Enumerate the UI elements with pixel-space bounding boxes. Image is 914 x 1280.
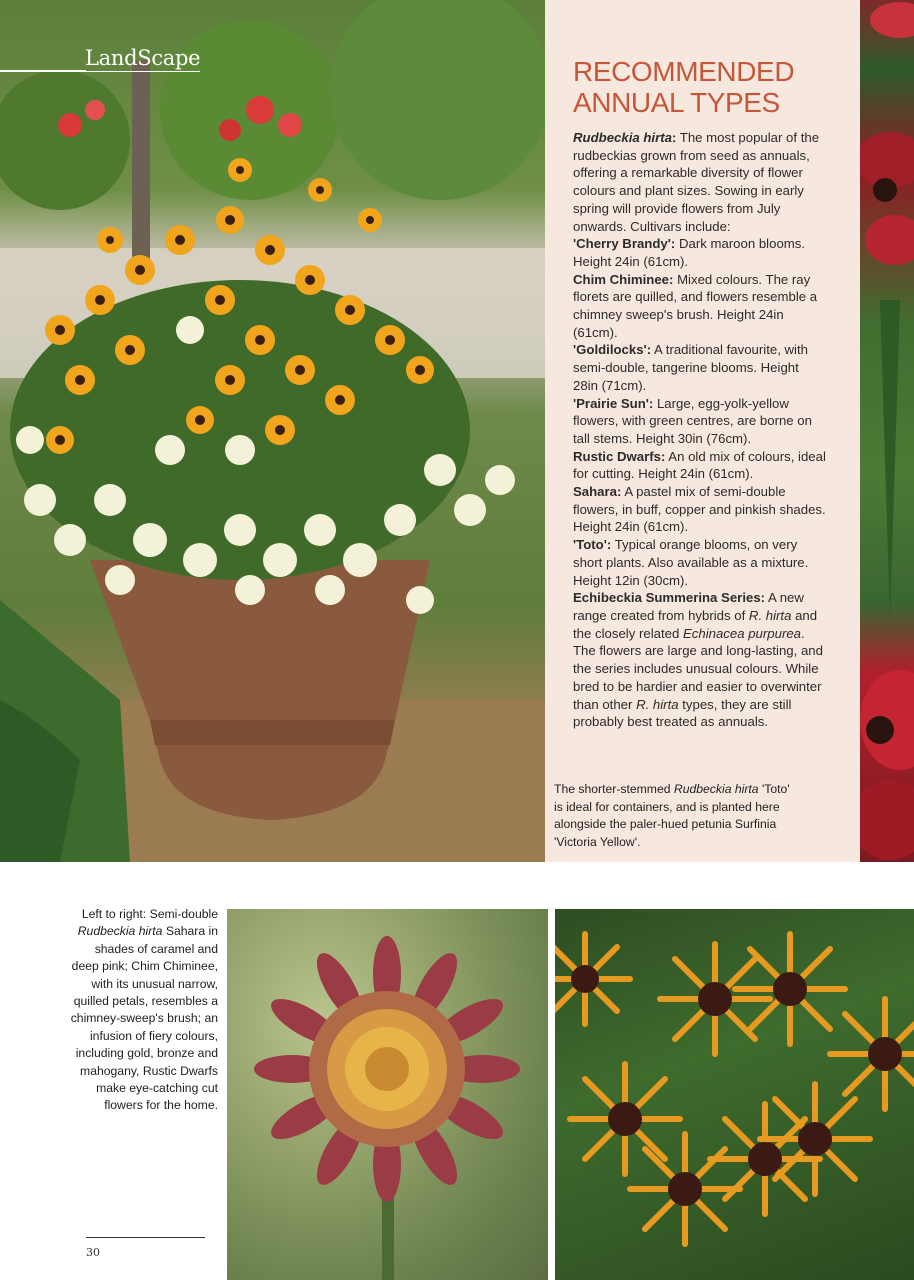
- edge-photo-red-rudbeckia: [860, 0, 914, 862]
- entry-text: Typical orange blooms, on very short plants. Also available as a mixture. Height 12in (30cm).: [573, 537, 809, 588]
- entry-name: 'Goldilocks':: [573, 342, 652, 358]
- entry-name: Sahara:: [573, 484, 622, 500]
- entry-sahara: [573, 483, 827, 536]
- annual-types-list: [573, 129, 827, 731]
- brand-underline-rule: [0, 70, 86, 72]
- entry-name: Chim Chiminee:: [573, 271, 674, 287]
- entry-name: 'Cherry Brandy':: [573, 236, 676, 252]
- photo-chim-chiminee-rustic-dwarfs: [555, 909, 914, 1280]
- entry-name: 'Toto':: [573, 537, 612, 553]
- entry-name: Echibeckia Summerina Series:: [573, 590, 766, 606]
- page-number-rule: [86, 1237, 205, 1238]
- entry-echibeckia-summerina: Echibeckia Summerina Series: A new range created from hybrids of R. hirta and the closely related Echinacea purpurea. The flowers are large and long-lasting, and the series includes unusual colours. While bred to be hardier and easier to overwinter than other R. hirta types, they are still probably best treated as annuals.: [573, 590, 823, 730]
- entry-toto: [573, 536, 827, 589]
- section-heading: [573, 56, 853, 118]
- entry-chim-chiminee: [573, 271, 827, 342]
- entry-name: Rudbeckia hirta: [573, 130, 672, 145]
- photo-rudbeckia-sahara: [227, 909, 548, 1280]
- hero-photo-caption: The shorter-stemmed Rudbeckia hirta 'Toto' is ideal for containers, and is planted here alongside the paler-hued petunia Surfinia 'Victoria Yellow'.: [554, 782, 790, 849]
- entry-prairie-sun: [573, 395, 827, 448]
- heading-line-2: ANNUAL TYPES: [573, 87, 780, 118]
- hero-photo-container-rudbeckia-toto: [0, 0, 545, 862]
- page-number: 30: [86, 1246, 100, 1259]
- bottom-photos-caption: Left to right: Semi-double Rudbeckia hirta Sahara in shades of caramel and deep pink; Chim Chiminee, with its unusual narrow, quilled petals, resembles a chimney-sweep's brush; an infusion of fiery colours, including gold, bronze and mahogany, Rustic Dwarfs make eye-catching cut flowers for the home.: [70, 907, 218, 1113]
- hero-photo-illustration: [0, 0, 545, 862]
- entry-cherry-brandy: [573, 235, 827, 270]
- entry-name: 'Prairie Sun':: [573, 395, 654, 411]
- edge-photo-illustration: [860, 0, 914, 862]
- entry-text: Mixed colours. The ray florets are quilled, and flowers resemble a chimney sweep's brush. Height 24in (61cm).: [573, 271, 818, 340]
- photo-rustic-dwarfs-illustration: [555, 909, 914, 1280]
- entry-rustic-dwarfs: [573, 448, 827, 483]
- entry-text: A traditional favourite, with semi-double, tangerine blooms. Height 28in (71cm).: [573, 342, 808, 393]
- entry-goldilocks: [573, 341, 827, 394]
- heading-line-1: RECOMMENDED: [573, 56, 795, 87]
- entry-text: A pastel mix of semi-double flowers, in buff, copper and pinkish shades. Height 24in (61cm).: [573, 484, 826, 535]
- entry-text: Dark maroon blooms. Height 24in (61cm).: [573, 236, 806, 269]
- entry-text: The most popular of the rudbeckias grown from seed as annuals, offering a remarkable diversity of flower colours and plant sizes. Sowing in early spring will provide flowers from July onwards. Cultivars include:: [573, 130, 820, 234]
- recommended-annual-types-panel: [545, 0, 860, 862]
- entry-text: An old mix of colours, ideal for cutting. Height 24in (61cm).: [573, 448, 826, 482]
- entry-text: Large, egg-yolk-yellow flowers, with green centres, are borne on tall stems. Height 30in (76cm).: [573, 395, 812, 446]
- magazine-brand-logo: LandScape: [85, 46, 201, 70]
- photo-sahara-illustration: [227, 909, 548, 1280]
- entry-rudbeckia-hirta: Rudbeckia hirta: The most popular of the rudbeckias grown from seed as annuals, offering a remarkable diversity of flower colours and plant sizes. Sowing in early spring will provide flowers from July onwards. Cultivars include:: [573, 130, 820, 234]
- entry-name: Rustic Dwarfs:: [573, 448, 666, 464]
